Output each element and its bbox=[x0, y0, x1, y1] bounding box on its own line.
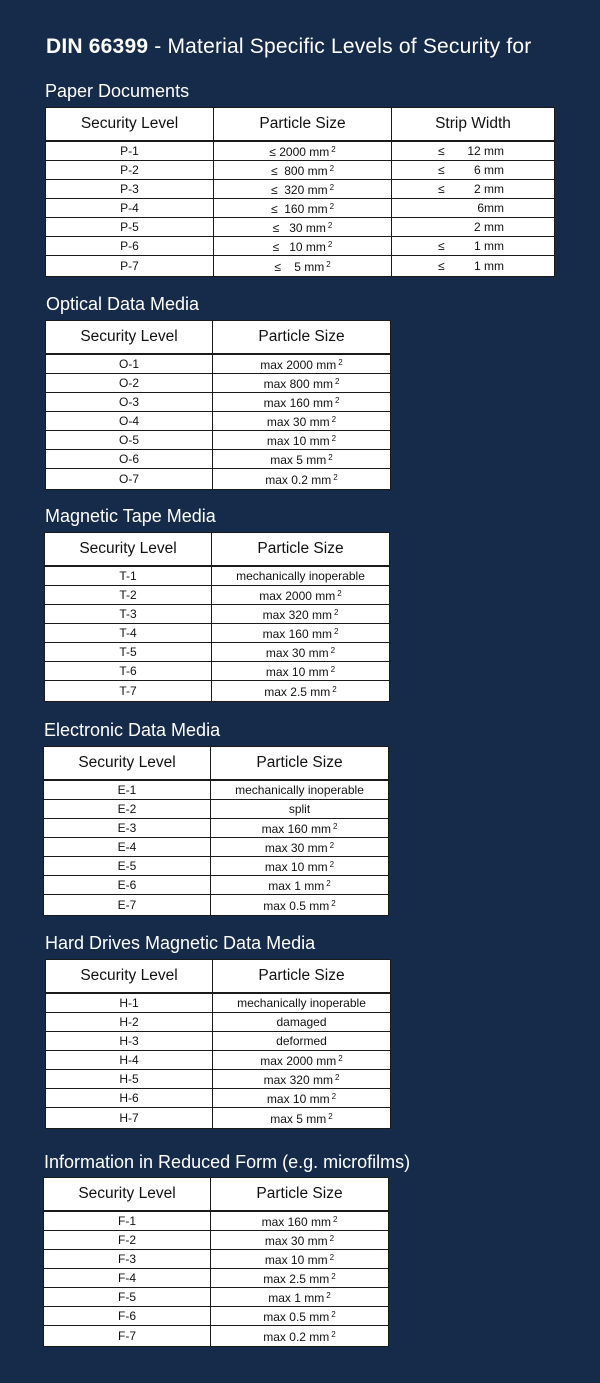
strip-width-cell bbox=[392, 141, 555, 161]
squared-superscript: 2 bbox=[338, 358, 343, 367]
security-level-cell: P-4 bbox=[46, 199, 214, 218]
particle-size-cell bbox=[213, 1051, 391, 1070]
security-level-cell: E-4 bbox=[44, 838, 211, 857]
particle-size-cell bbox=[213, 993, 391, 1013]
table-row bbox=[46, 412, 391, 431]
squared-superscript: 2 bbox=[327, 221, 333, 230]
particle-size-cell bbox=[211, 1326, 389, 1347]
particle-size-value: max 10 mm bbox=[265, 665, 329, 679]
squared-superscript: 2 bbox=[334, 377, 340, 386]
standard-name: DIN 66399 bbox=[46, 35, 149, 58]
squared-superscript: 2 bbox=[331, 1310, 336, 1319]
optical-table bbox=[45, 320, 391, 490]
particle-size-cell bbox=[214, 237, 392, 256]
squared-superscript: 2 bbox=[332, 1215, 338, 1224]
table-row bbox=[44, 857, 389, 876]
squared-superscript: 2 bbox=[327, 240, 333, 249]
particle-size-cell bbox=[212, 566, 390, 586]
particle-size-cell bbox=[211, 857, 389, 876]
table-row bbox=[46, 141, 555, 161]
particle-size-value: max 30 mm bbox=[264, 1234, 328, 1248]
less-equal-symbol: ≤ bbox=[438, 144, 445, 158]
particle-size-cell bbox=[212, 643, 390, 662]
particle-size-value: max 0.5 mm bbox=[263, 899, 330, 913]
particle-size-value: max 5 mm bbox=[270, 453, 327, 467]
header-particle-size: Particle Size bbox=[213, 960, 391, 994]
security-level-cell: H-7 bbox=[46, 1108, 213, 1129]
table-row bbox=[46, 1070, 391, 1089]
table-row bbox=[44, 780, 389, 800]
section-title-hard-drives: Hard Drives Magnetic Data Media bbox=[45, 933, 316, 953]
particle-size-value: max 30 mm bbox=[265, 646, 329, 660]
squared-superscript: 2 bbox=[334, 396, 340, 405]
particle-size-cell bbox=[214, 256, 392, 277]
particle-size-cell bbox=[213, 469, 391, 490]
squared-superscript: 2 bbox=[331, 899, 336, 908]
particle-size-cell bbox=[211, 819, 389, 838]
security-level-cell: P-2 bbox=[46, 161, 214, 180]
particle-size-value: max 2000 mm bbox=[260, 1054, 337, 1068]
particle-size-value: ≤ 5 mm bbox=[274, 260, 325, 274]
table-row bbox=[46, 218, 555, 237]
table-row bbox=[46, 354, 391, 374]
particle-size-value: max 2.5 mm bbox=[263, 1272, 330, 1286]
table-row bbox=[46, 1051, 391, 1070]
particle-size-cell bbox=[211, 1231, 389, 1250]
particle-size-value: max 0.2 mm bbox=[263, 1330, 330, 1344]
table-row bbox=[44, 895, 389, 916]
security-level-cell: O-3 bbox=[46, 393, 213, 412]
table-row bbox=[45, 605, 390, 624]
strip-width-cell bbox=[392, 256, 555, 277]
electronic-table bbox=[43, 746, 389, 916]
particle-size-cell bbox=[213, 393, 391, 412]
security-level-cell: T-4 bbox=[45, 624, 212, 643]
security-level-cell: E-3 bbox=[44, 819, 211, 838]
squared-superscript: 2 bbox=[330, 646, 336, 655]
table-row bbox=[45, 662, 390, 681]
header-security-level: Security Level bbox=[45, 533, 212, 567]
squared-superscript: 2 bbox=[328, 453, 333, 462]
security-level-cell: T-7 bbox=[45, 681, 212, 702]
particle-size-value: deformed bbox=[276, 1034, 327, 1048]
particle-size-value: mechanically inoperable bbox=[236, 569, 365, 583]
particle-size-value: max 5 mm bbox=[270, 1112, 327, 1126]
security-level-cell: P-5 bbox=[46, 218, 214, 237]
particle-size-cell bbox=[213, 1032, 391, 1051]
hard-drives-table bbox=[45, 959, 391, 1129]
particle-size-cell bbox=[211, 800, 389, 819]
header-security-level: Security Level bbox=[46, 960, 213, 994]
strip-width-value: 1 mm bbox=[474, 239, 504, 253]
particle-size-cell bbox=[211, 876, 389, 895]
header-strip-width: Strip Width bbox=[392, 108, 555, 142]
particle-size-cell bbox=[211, 1307, 389, 1326]
particle-size-value: max 10 mm bbox=[264, 860, 328, 874]
squared-superscript: 2 bbox=[333, 473, 338, 482]
header-security-level: Security Level bbox=[44, 747, 211, 781]
squared-superscript: 2 bbox=[337, 589, 342, 598]
squared-superscript: 2 bbox=[329, 1253, 335, 1262]
security-level-cell: E-2 bbox=[44, 800, 211, 819]
particle-size-cell bbox=[212, 586, 390, 605]
particle-size-value: max 0.5 mm bbox=[263, 1310, 330, 1324]
particle-size-cell bbox=[213, 412, 391, 431]
security-level-cell: O-6 bbox=[46, 450, 213, 469]
particle-size-value: damaged bbox=[276, 1015, 327, 1029]
security-level-cell: T-6 bbox=[45, 662, 212, 681]
particle-size-value: max 160 mm bbox=[262, 627, 332, 641]
particle-size-cell bbox=[214, 161, 392, 180]
reduced-form-table bbox=[43, 1177, 389, 1347]
security-level-cell: F-7 bbox=[44, 1326, 211, 1347]
squared-superscript: 2 bbox=[333, 608, 339, 617]
security-level-cell: T-3 bbox=[45, 605, 212, 624]
particle-size-cell bbox=[211, 838, 389, 857]
squared-superscript: 2 bbox=[329, 1234, 335, 1243]
strip-width-cell bbox=[392, 218, 555, 237]
strip-width-value: 6mm bbox=[477, 201, 504, 215]
particle-size-value: max 30 mm bbox=[266, 415, 330, 429]
squared-superscript: 2 bbox=[329, 860, 335, 869]
less-equal-symbol: ≤ bbox=[438, 239, 445, 253]
security-level-cell: P-1 bbox=[46, 141, 214, 161]
table-row bbox=[44, 800, 389, 819]
table-row bbox=[46, 199, 555, 218]
particle-size-value: ≤ 2000 mm bbox=[269, 145, 330, 159]
squared-superscript: 2 bbox=[326, 260, 331, 269]
particle-size-value: max 1 mm bbox=[268, 879, 325, 893]
table-row bbox=[46, 450, 391, 469]
particle-size-value: max 0.2 mm bbox=[265, 473, 332, 487]
section-title-paper: Paper Documents bbox=[45, 81, 190, 101]
security-level-cell: O-2 bbox=[46, 374, 213, 393]
less-equal-symbol: ≤ bbox=[438, 182, 445, 196]
squared-superscript: 2 bbox=[331, 1092, 337, 1101]
particle-size-value: max 160 mm bbox=[263, 396, 333, 410]
particle-size-value: max 160 mm bbox=[261, 1215, 331, 1229]
particle-size-cell bbox=[211, 1288, 389, 1307]
particle-size-cell bbox=[211, 1250, 389, 1269]
paper-table bbox=[45, 107, 555, 277]
table-row bbox=[44, 1269, 389, 1288]
squared-superscript: 2 bbox=[329, 841, 335, 850]
table-row bbox=[46, 256, 555, 277]
particle-size-value: ≤ 10 mm bbox=[272, 240, 326, 254]
security-level-cell: F-6 bbox=[44, 1307, 211, 1326]
squared-superscript: 2 bbox=[332, 685, 337, 694]
security-level-cell: O-4 bbox=[46, 412, 213, 431]
page-title bbox=[46, 34, 531, 60]
strip-width-value: 12 mm bbox=[467, 144, 504, 158]
section-title-electronic: Electronic Data Media bbox=[44, 720, 221, 740]
header-security-level: Security Level bbox=[46, 321, 213, 355]
squared-superscript: 2 bbox=[331, 434, 337, 443]
particle-size-value: mechanically inoperable bbox=[237, 996, 366, 1010]
strip-width-cell bbox=[392, 237, 555, 256]
particle-size-cell bbox=[212, 681, 390, 702]
security-level-cell: P-6 bbox=[46, 237, 214, 256]
particle-size-value: ≤ 800 mm bbox=[270, 164, 328, 178]
table-row bbox=[46, 1089, 391, 1108]
security-level-cell: T-5 bbox=[45, 643, 212, 662]
security-level-cell: O-1 bbox=[46, 354, 213, 374]
particle-size-value: max 10 mm bbox=[264, 1253, 328, 1267]
table-row bbox=[45, 566, 390, 586]
security-level-cell: P-7 bbox=[46, 256, 214, 277]
strip-width-value: 2 mm bbox=[474, 182, 504, 196]
table-row bbox=[46, 1108, 391, 1129]
squared-superscript: 2 bbox=[331, 415, 337, 424]
table-row bbox=[44, 819, 389, 838]
security-level-cell: F-2 bbox=[44, 1231, 211, 1250]
particle-size-value: mechanically inoperable bbox=[235, 783, 364, 797]
squared-superscript: 2 bbox=[331, 145, 336, 154]
security-level-cell: E-5 bbox=[44, 857, 211, 876]
table-row bbox=[46, 393, 391, 412]
table-row bbox=[45, 624, 390, 643]
less-equal-symbol: ≤ bbox=[438, 163, 445, 177]
particle-size-cell bbox=[214, 180, 392, 199]
particle-size-cell bbox=[214, 218, 392, 237]
particle-size-cell bbox=[213, 374, 391, 393]
table-row bbox=[46, 1013, 391, 1032]
less-equal-symbol: ≤ bbox=[438, 259, 445, 273]
section-title-reduced-form: Information in Reduced Form (e.g. microfilms) bbox=[44, 1152, 411, 1172]
squared-superscript: 2 bbox=[329, 164, 335, 173]
squared-superscript: 2 bbox=[331, 1330, 336, 1339]
table-row bbox=[44, 838, 389, 857]
particle-size-value: max 1 mm bbox=[268, 1291, 325, 1305]
security-level-cell: E-7 bbox=[44, 895, 211, 916]
squared-superscript: 2 bbox=[329, 202, 335, 211]
particle-size-cell bbox=[213, 450, 391, 469]
particle-size-value: max 2000 mm bbox=[260, 358, 337, 372]
table-row bbox=[44, 1211, 389, 1231]
particle-size-value: max 800 mm bbox=[263, 377, 333, 391]
particle-size-cell bbox=[214, 141, 392, 161]
table-row bbox=[45, 681, 390, 702]
particle-size-cell bbox=[213, 1013, 391, 1032]
header-particle-size: Particle Size bbox=[211, 1178, 389, 1212]
particle-size-value: max 160 mm bbox=[261, 822, 331, 836]
particle-size-value: ≤ 320 mm bbox=[270, 183, 328, 197]
squared-superscript: 2 bbox=[338, 1054, 343, 1063]
squared-superscript: 2 bbox=[333, 627, 339, 636]
table-row bbox=[44, 1326, 389, 1347]
squared-superscript: 2 bbox=[328, 1112, 333, 1121]
particle-size-value: ≤ 160 mm bbox=[270, 202, 328, 216]
table-row bbox=[46, 993, 391, 1013]
strip-width-cell bbox=[392, 199, 555, 218]
table-row bbox=[46, 161, 555, 180]
strip-width-value: 2 mm bbox=[474, 220, 504, 234]
table-row bbox=[46, 469, 391, 490]
security-level-cell: H-1 bbox=[46, 993, 213, 1013]
particle-size-cell bbox=[212, 605, 390, 624]
section-title-optical: Optical Data Media bbox=[46, 294, 200, 314]
title-rest: - Material Specific Levels of Security for bbox=[148, 35, 532, 58]
strip-width-cell bbox=[392, 161, 555, 180]
header-particle-size: Particle Size bbox=[213, 321, 391, 355]
security-level-cell: E-1 bbox=[44, 780, 211, 800]
security-level-cell: T-2 bbox=[45, 586, 212, 605]
security-level-cell: H-2 bbox=[46, 1013, 213, 1032]
particle-size-value: max 30 mm bbox=[264, 841, 328, 855]
particle-size-cell bbox=[213, 1070, 391, 1089]
particle-size-cell bbox=[213, 1089, 391, 1108]
squared-superscript: 2 bbox=[329, 183, 335, 192]
particle-size-cell bbox=[214, 199, 392, 218]
particle-size-value: max 2000 mm bbox=[259, 589, 336, 603]
particle-size-cell bbox=[211, 1269, 389, 1288]
header-particle-size: Particle Size bbox=[212, 533, 390, 567]
table-row bbox=[46, 431, 391, 450]
table-row bbox=[46, 237, 555, 256]
particle-size-cell bbox=[212, 624, 390, 643]
squared-superscript: 2 bbox=[330, 665, 336, 674]
security-level-cell: E-6 bbox=[44, 876, 211, 895]
header-particle-size: Particle Size bbox=[211, 747, 389, 781]
security-level-cell: H-4 bbox=[46, 1051, 213, 1070]
security-level-cell: T-1 bbox=[45, 566, 212, 586]
strip-width-cell bbox=[392, 180, 555, 199]
particle-size-value: ≤ 30 mm bbox=[272, 221, 326, 235]
particle-size-cell bbox=[213, 354, 391, 374]
security-level-cell: H-6 bbox=[46, 1089, 213, 1108]
particle-size-cell bbox=[211, 1211, 389, 1231]
particle-size-value: max 2.5 mm bbox=[264, 685, 331, 699]
table-row bbox=[44, 1250, 389, 1269]
table-row bbox=[44, 1307, 389, 1326]
security-level-cell: F-4 bbox=[44, 1269, 211, 1288]
header-particle-size: Particle Size bbox=[214, 108, 392, 142]
security-level-cell: H-5 bbox=[46, 1070, 213, 1089]
table-row bbox=[46, 180, 555, 199]
particle-size-value: max 10 mm bbox=[266, 434, 330, 448]
security-level-cell: O-7 bbox=[46, 469, 213, 490]
security-level-cell: F-3 bbox=[44, 1250, 211, 1269]
squared-superscript: 2 bbox=[332, 822, 338, 831]
particle-size-value: split bbox=[288, 802, 311, 816]
security-level-cell: H-3 bbox=[46, 1032, 213, 1051]
squared-superscript: 2 bbox=[334, 1073, 340, 1082]
particle-size-value: max 10 mm bbox=[266, 1092, 330, 1106]
header-security-level: Security Level bbox=[46, 108, 214, 142]
table-row bbox=[46, 1032, 391, 1051]
table-row bbox=[46, 374, 391, 393]
particle-size-value: max 320 mm bbox=[262, 608, 332, 622]
particle-size-cell bbox=[211, 895, 389, 916]
table-row bbox=[45, 643, 390, 662]
strip-width-value: 6 mm bbox=[474, 163, 504, 177]
magnetic-tape-table bbox=[44, 532, 390, 702]
section-title-magnetic-tape: Magnetic Tape Media bbox=[45, 506, 216, 526]
particle-size-cell bbox=[211, 780, 389, 800]
table-row bbox=[45, 586, 390, 605]
squared-superscript: 2 bbox=[326, 879, 331, 888]
table-row bbox=[44, 876, 389, 895]
security-level-cell: P-3 bbox=[46, 180, 214, 199]
squared-superscript: 2 bbox=[326, 1291, 331, 1300]
table-row bbox=[44, 1288, 389, 1307]
strip-width-value: 1 mm bbox=[474, 259, 504, 273]
header-security-level: Security Level bbox=[44, 1178, 211, 1212]
squared-superscript: 2 bbox=[331, 1272, 336, 1281]
security-level-cell: O-5 bbox=[46, 431, 213, 450]
security-level-cell: F-5 bbox=[44, 1288, 211, 1307]
security-level-cell: F-1 bbox=[44, 1211, 211, 1231]
particle-size-value: max 320 mm bbox=[263, 1073, 333, 1087]
particle-size-cell bbox=[213, 1108, 391, 1129]
particle-size-cell bbox=[213, 431, 391, 450]
table-row bbox=[44, 1231, 389, 1250]
particle-size-cell bbox=[212, 662, 390, 681]
